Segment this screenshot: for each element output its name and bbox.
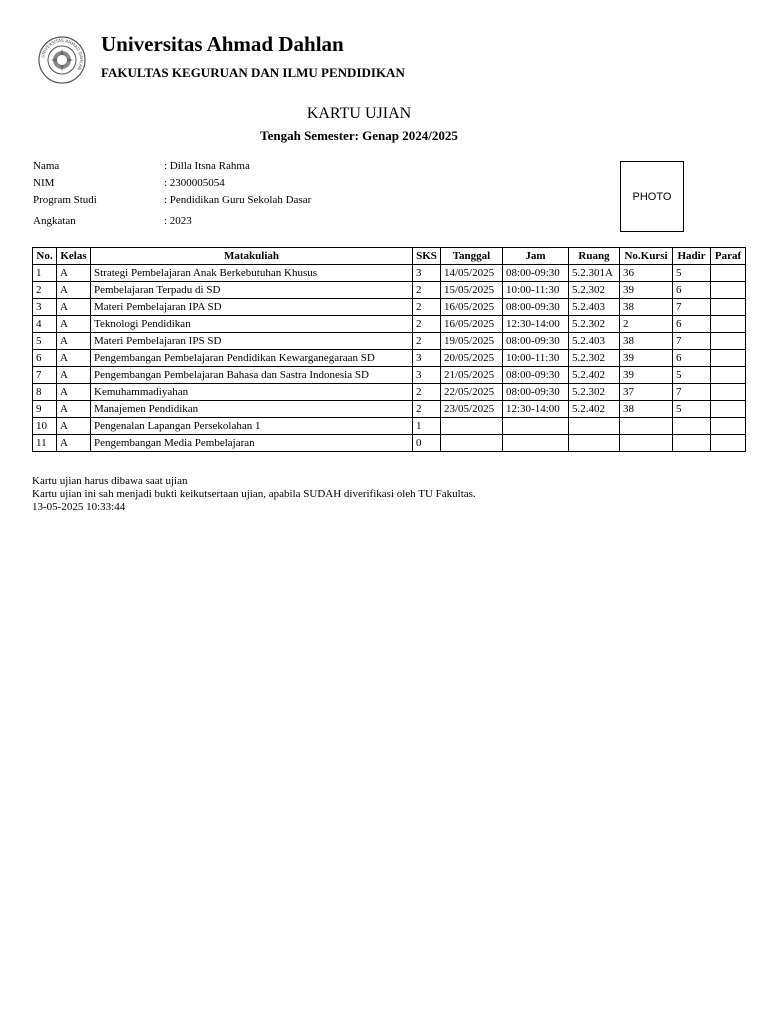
cell-jam: 08:00-09:30 xyxy=(503,333,569,350)
cell-matakuliah: Pengembangan Media Pembelajaran xyxy=(91,435,413,452)
cell-paraf xyxy=(711,265,746,282)
header-sks: SKS xyxy=(413,248,441,265)
table-row xyxy=(33,418,746,435)
cell-tanggal: 15/05/2025 xyxy=(441,282,503,299)
cell-matakuliah: Materi Pembelajaran IPS SD xyxy=(91,333,413,350)
cell-ruang: 5.2.302 xyxy=(569,350,620,367)
cell-tanggal: 16/05/2025 xyxy=(441,316,503,333)
nim-value: : 2300005054 xyxy=(164,177,225,189)
header-no-kursi: No.Kursi xyxy=(620,248,673,265)
program-value: : Pendidikan Guru Sekolah Dasar xyxy=(164,194,312,206)
cell-no-kursi xyxy=(620,435,673,452)
table-row xyxy=(33,282,746,299)
cell-no: 6 xyxy=(33,350,57,367)
note-line-2: Kartu ujian ini sah menjadi bukti keikutsertaan ujian, apabila SUDAH diverifikasi oleh TU Fakultas. xyxy=(32,488,476,500)
cell-kelas: A xyxy=(57,367,91,384)
cell-hadir xyxy=(673,435,711,452)
print-timestamp: 13-05-2025 10:33:44 xyxy=(32,501,126,513)
cell-matakuliah: Pengembangan Pembelajaran Pendidikan Kewarganegaraan SD xyxy=(91,350,413,367)
cell-tanggal: 20/05/2025 xyxy=(441,350,503,367)
cell-jam: 12:30-14:00 xyxy=(503,401,569,418)
cell-sks: 2 xyxy=(413,384,441,401)
cell-hadir: 6 xyxy=(673,350,711,367)
cell-jam: 08:00-09:30 xyxy=(503,299,569,316)
cell-ruang: 5.2.403 xyxy=(569,299,620,316)
cell-no-kursi: 39 xyxy=(620,282,673,299)
header-matakuliah: Matakuliah xyxy=(91,248,413,265)
cell-tanggal: 22/05/2025 xyxy=(441,384,503,401)
header-ruang: Ruang xyxy=(569,248,620,265)
cell-sks: 2 xyxy=(413,316,441,333)
cell-hadir: 7 xyxy=(673,384,711,401)
cell-paraf xyxy=(711,384,746,401)
cell-jam: 10:00-11:30 xyxy=(503,282,569,299)
cell-hadir: 6 xyxy=(673,282,711,299)
cell-ruang: 5.2.302 xyxy=(569,384,620,401)
cell-jam: 08:00-09:30 xyxy=(503,367,569,384)
cell-no-kursi: 36 xyxy=(620,265,673,282)
cell-no-kursi: 39 xyxy=(620,350,673,367)
cell-no: 1 xyxy=(33,265,57,282)
cell-sks: 3 xyxy=(413,350,441,367)
cell-ruang xyxy=(569,435,620,452)
cell-jam: 08:00-09:30 xyxy=(503,384,569,401)
table-row xyxy=(33,265,746,282)
cell-no: 5 xyxy=(33,333,57,350)
cell-no-kursi xyxy=(620,418,673,435)
cell-paraf xyxy=(711,435,746,452)
name-value: : Dilla Itsna Rahma xyxy=(164,160,250,172)
cell-kelas: A xyxy=(57,299,91,316)
cell-jam: 08:00-09:30 xyxy=(503,265,569,282)
cell-paraf xyxy=(711,350,746,367)
program-label: Program Studi xyxy=(33,194,97,206)
cell-no-kursi: 38 xyxy=(620,401,673,418)
cell-no: 10 xyxy=(33,418,57,435)
cell-matakuliah: Materi Pembelajaran IPA SD xyxy=(91,299,413,316)
cell-ruang: 5.2.402 xyxy=(569,367,620,384)
cell-paraf xyxy=(711,333,746,350)
cell-ruang: 5.2.302 xyxy=(569,282,620,299)
cell-tanggal xyxy=(441,418,503,435)
angkatan-label: Angkatan xyxy=(33,215,76,227)
cell-matakuliah: Teknologi Pendidikan xyxy=(91,316,413,333)
faculty-name: FAKULTAS KEGURUAN DAN ILMU PENDIDIKAN xyxy=(101,65,405,80)
cell-kelas: A xyxy=(57,401,91,418)
cell-matakuliah: Pengembangan Pembelajaran Bahasa dan Sastra Indonesia SD xyxy=(91,367,413,384)
cell-kelas: A xyxy=(57,350,91,367)
cell-paraf xyxy=(711,401,746,418)
photo-placeholder xyxy=(620,161,684,232)
cell-matakuliah: Manajemen Pendidikan xyxy=(91,401,413,418)
cell-paraf xyxy=(711,367,746,384)
header-paraf: Paraf xyxy=(711,248,746,265)
cell-matakuliah: Kemuhammadiyahan xyxy=(91,384,413,401)
cell-no: 7 xyxy=(33,367,57,384)
cell-matakuliah: Pembelajaran Terpadu di SD xyxy=(91,282,413,299)
card-title: KARTU UJIAN xyxy=(306,105,412,122)
cell-sks: 0 xyxy=(413,435,441,452)
cell-kelas: A xyxy=(57,435,91,452)
note-line-1: Kartu ujian harus dibawa saat ujian xyxy=(32,475,188,487)
table-row xyxy=(33,367,746,384)
header-tanggal: Tanggal xyxy=(441,248,503,265)
table-row xyxy=(33,299,746,316)
table-row xyxy=(33,401,746,418)
cell-no-kursi: 2 xyxy=(620,316,673,333)
cell-no: 9 xyxy=(33,401,57,418)
cell-jam: 10:00-11:30 xyxy=(503,350,569,367)
cell-no-kursi: 38 xyxy=(620,333,673,350)
table-row xyxy=(33,384,746,401)
cell-jam xyxy=(503,418,569,435)
cell-no-kursi: 39 xyxy=(620,367,673,384)
cell-kelas: A xyxy=(57,282,91,299)
university-logo-icon xyxy=(38,36,86,84)
table-row xyxy=(33,333,746,350)
nim-label: NIM xyxy=(33,177,55,189)
table-row xyxy=(33,350,746,367)
header-jam: Jam xyxy=(503,248,569,265)
cell-no: 8 xyxy=(33,384,57,401)
cell-sks: 3 xyxy=(413,265,441,282)
cell-jam: 12:30-14:00 xyxy=(503,316,569,333)
cell-kelas: A xyxy=(57,265,91,282)
header-hadir: Hadir xyxy=(673,248,711,265)
exam-schedule-table xyxy=(32,247,746,452)
header-no: No. xyxy=(33,248,57,265)
cell-sks: 1 xyxy=(413,418,441,435)
cell-kelas: A xyxy=(57,418,91,435)
cell-jam xyxy=(503,435,569,452)
cell-no-kursi: 37 xyxy=(620,384,673,401)
name-label: Nama xyxy=(33,160,60,172)
angkatan-value: : 2023 xyxy=(164,215,192,227)
cell-tanggal xyxy=(441,435,503,452)
cell-paraf xyxy=(711,299,746,316)
cell-hadir: 7 xyxy=(673,333,711,350)
cell-tanggal: 14/05/2025 xyxy=(441,265,503,282)
cell-kelas: A xyxy=(57,333,91,350)
cell-matakuliah: Strategi Pembelajaran Anak Berkebutuhan Khusus xyxy=(91,265,413,282)
cell-no: 4 xyxy=(33,316,57,333)
cell-hadir: 7 xyxy=(673,299,711,316)
notes xyxy=(32,475,476,514)
cell-sks: 2 xyxy=(413,282,441,299)
cell-no-kursi: 38 xyxy=(620,299,673,316)
cell-paraf xyxy=(711,282,746,299)
cell-sks: 3 xyxy=(413,367,441,384)
cell-paraf xyxy=(711,316,746,333)
cell-tanggal: 19/05/2025 xyxy=(441,333,503,350)
cell-hadir: 5 xyxy=(673,401,711,418)
cell-ruang: 5.2.301A xyxy=(569,265,620,282)
cell-tanggal: 23/05/2025 xyxy=(441,401,503,418)
cell-hadir xyxy=(673,418,711,435)
cell-hadir: 5 xyxy=(673,367,711,384)
cell-tanggal: 21/05/2025 xyxy=(441,367,503,384)
university-name: Universitas Ahmad Dahlan xyxy=(101,32,344,56)
cell-kelas: A xyxy=(57,384,91,401)
card-subtitle: Tengah Semester: Genap 2024/2025 xyxy=(260,128,458,143)
cell-kelas: A xyxy=(57,316,91,333)
table-row xyxy=(33,316,746,333)
cell-hadir: 6 xyxy=(673,316,711,333)
cell-ruang xyxy=(569,418,620,435)
cell-sks: 2 xyxy=(413,299,441,316)
header-kelas: Kelas xyxy=(57,248,91,265)
cell-sks: 2 xyxy=(413,333,441,350)
cell-hadir: 5 xyxy=(673,265,711,282)
cell-matakuliah: Pengenalan Lapangan Persekolahan 1 xyxy=(91,418,413,435)
cell-ruang: 5.2.402 xyxy=(569,401,620,418)
cell-no: 11 xyxy=(33,435,57,452)
table-row xyxy=(33,435,746,452)
cell-ruang: 5.2.302 xyxy=(569,316,620,333)
cell-tanggal: 16/05/2025 xyxy=(441,299,503,316)
cell-ruang: 5.2.403 xyxy=(569,333,620,350)
cell-paraf xyxy=(711,418,746,435)
photo-label: PHOTO xyxy=(632,190,672,203)
cell-sks: 2 xyxy=(413,401,441,418)
svg-text:UNIVERSITAS AHMAD DAHLAN: UNIVERSITAS AHMAD DAHLAN xyxy=(40,37,85,72)
cell-no: 3 xyxy=(33,299,57,316)
cell-no: 2 xyxy=(33,282,57,299)
table-header-row xyxy=(33,248,746,265)
